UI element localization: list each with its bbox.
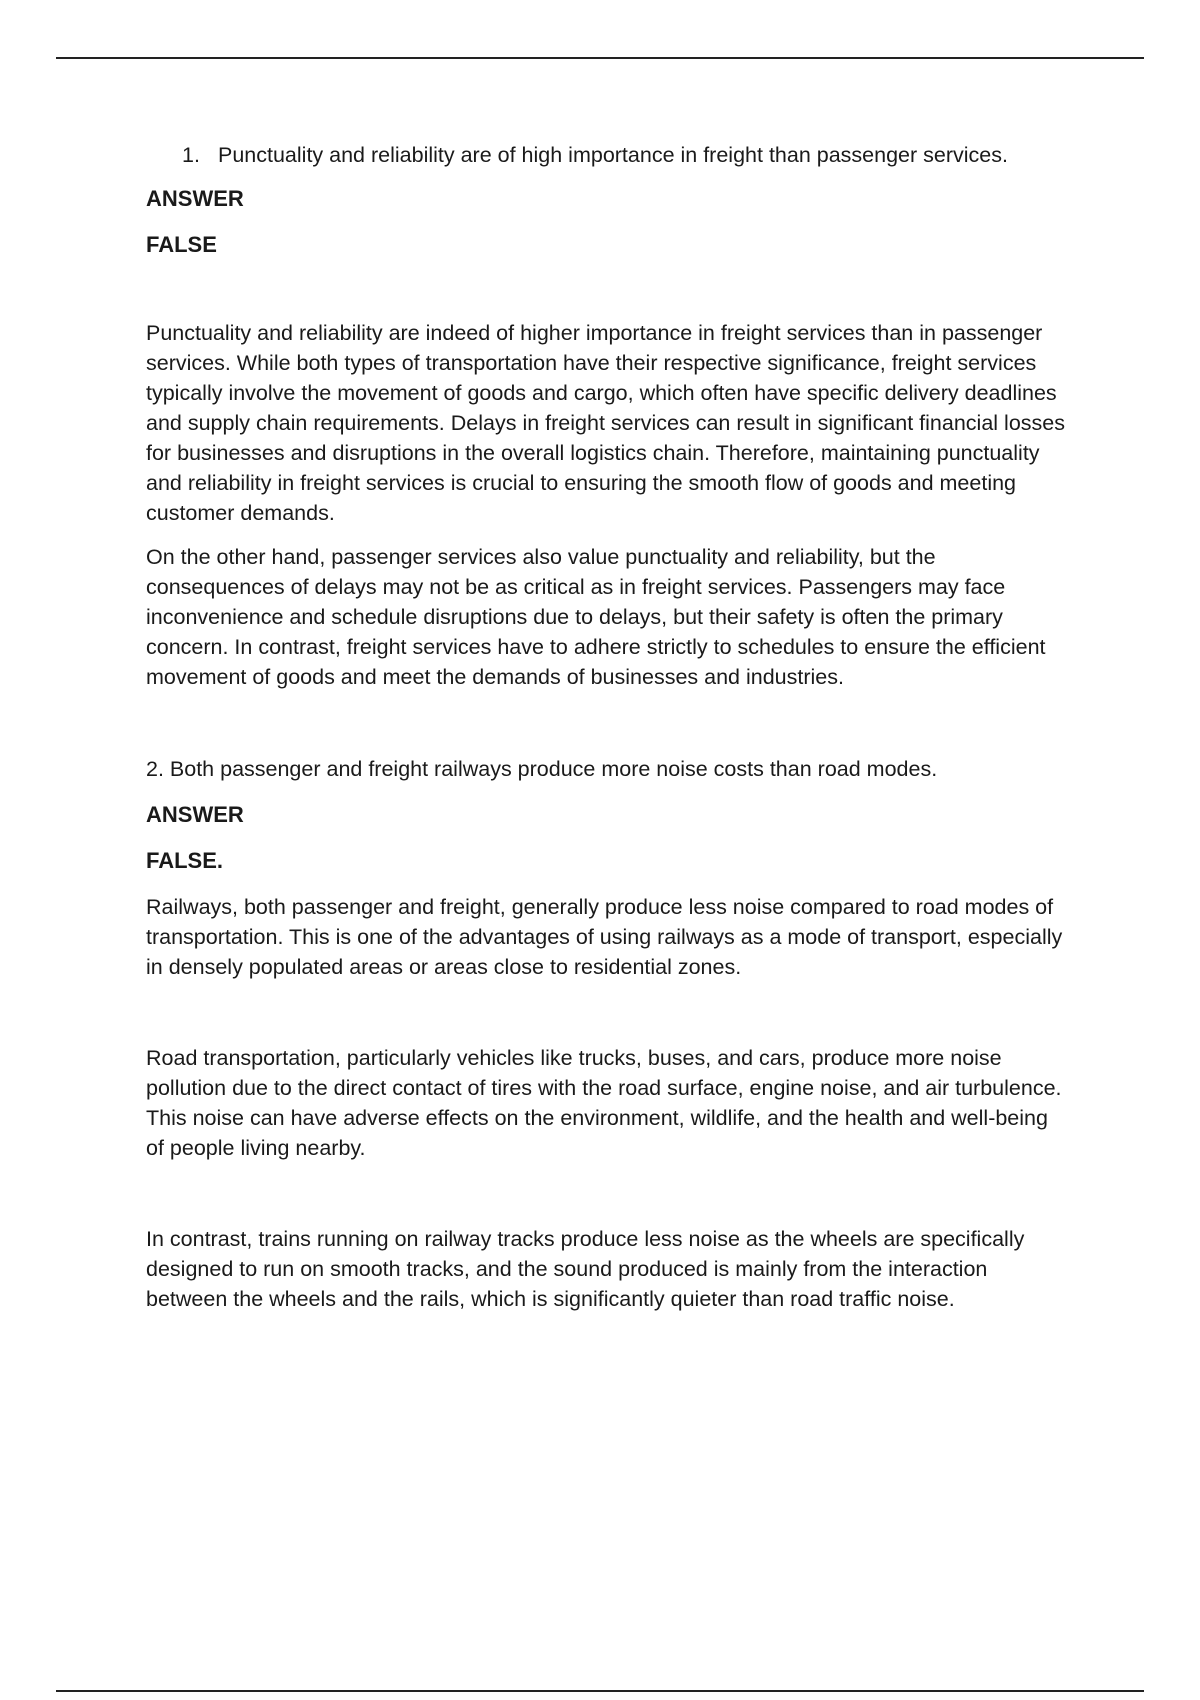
question-1-answer-label: ANSWER <box>146 186 244 211</box>
question-1-paragraph-1: Punctuality and reliability are indeed of higher importance in freight services than in passenger services. While both types of transportation have their respective significance, freight services typically involve the movement of goods and cargo, which often have specific delivery deadlines and supply chain requirements. Delays in freight services can result in significant financial losses for businesses and disruptions in the overall logistics chain. Therefore, maintaining punctuality and reliability in freight services is crucial to ensuring the smooth flow of goods and meeting customer demands. <box>146 321 1065 525</box>
question-1-text: Punctuality and reliability are of high importance in freight than passenger services. <box>218 143 1008 167</box>
question-2-paragraph-2: Road transportation, particularly vehicles like trucks, buses, and cars, produce more noise pollution due to the direct contact of tires with the road surface, engine noise, and air turbulence. This noise can have adverse effects on the environment, wildlife, and the health and well-being of people living nearby. <box>146 1046 1062 1160</box>
header-rule <box>56 57 1144 59</box>
question-2-answer-label: ANSWER <box>146 802 244 827</box>
question-1-verdict: FALSE <box>146 232 217 257</box>
question-1-paragraph-2: On the other hand, passenger services also value punctuality and reliability, but the consequences of delays may not be as critical as in freight services. Passengers may face inconvenience and schedule disruptions due to delays, but their safety is often the primary concern. In contrast, freight services have to adhere strictly to schedules to ensure the efficient movement of goods and meet the demands of businesses and industries. <box>146 545 1046 689</box>
question-2-text: 2. Both passenger and freight railways produce more noise costs than road modes. <box>146 757 938 781</box>
question-2-paragraph-1: Railways, both passenger and freight, generally produce less noise compared to road modes of transportation. This is one of the advantages of using railways as a mode of transport, especially in densely populated areas or areas close to residential zones. <box>146 895 1063 979</box>
document-body <box>146 140 1066 1314</box>
question-1 <box>182 140 1066 170</box>
question-2-paragraph-3: In contrast, trains running on railway tracks produce less noise as the wheels are specifically designed to run on smooth tracks, and the sound produced is mainly from the interaction between the wheels and the rails, which is significantly quieter than road traffic noise. <box>146 1227 1025 1311</box>
question-2-verdict: FALSE. <box>146 848 224 873</box>
question-1-number: 1. <box>182 143 200 167</box>
footer-rule <box>56 1690 1144 1692</box>
